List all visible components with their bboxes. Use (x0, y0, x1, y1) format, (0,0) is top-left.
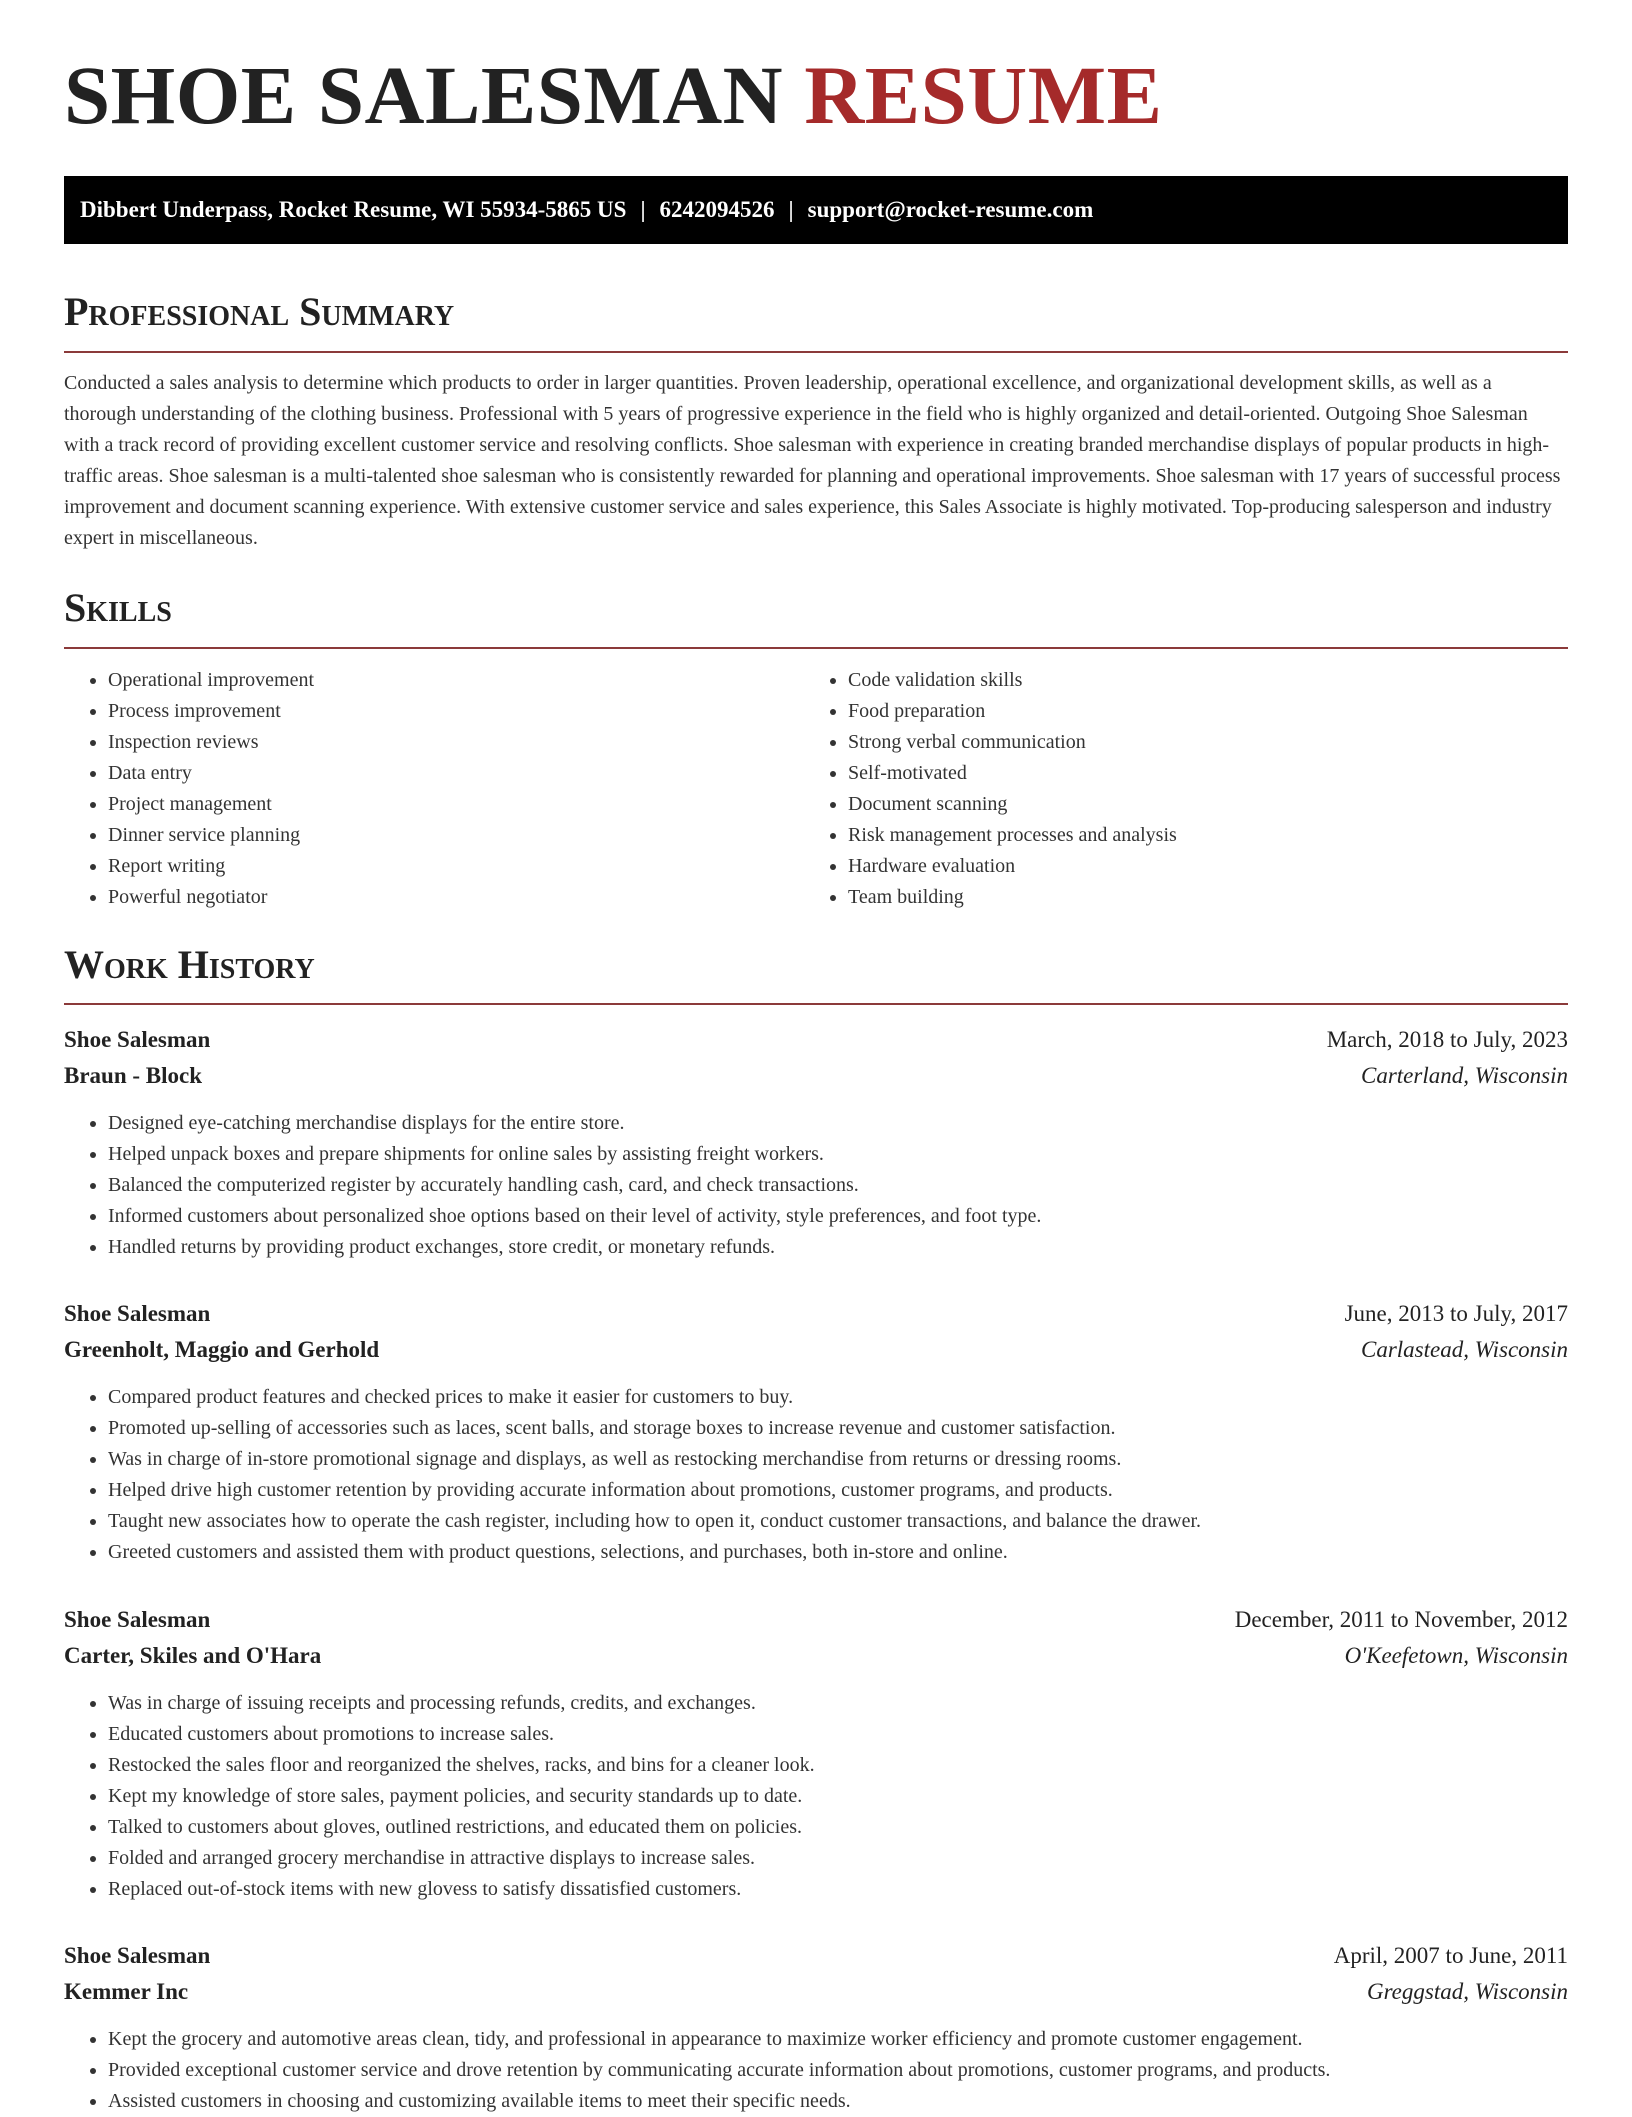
job-bullet: • Folded and arranged grocery merchandise in attractive displays to increase sales. (108, 1843, 1568, 1874)
job-header (64, 1602, 1568, 1638)
contact-bar (64, 176, 1568, 244)
job-bullet: • Provided exceptional customer service and drove retention by communicating accurate information about promotions, customer programs, and products. (108, 2055, 1568, 2086)
skill-item: • Document scanning (848, 789, 1608, 820)
skill-item: • Process improvement (108, 696, 808, 727)
job-bullet: • Was in charge of in-store promotional signage and displays, as well as restocking merchandise from returns or dressing rooms. (108, 1444, 1568, 1475)
job-header (64, 1296, 1568, 1332)
skill-item: • Data entry (108, 758, 808, 789)
job-subheader (64, 1974, 1568, 2010)
job-bullet: • Kept my knowledge of store sales, payment policies, and security standards up to date. (108, 1781, 1568, 1812)
job-entry (64, 1022, 1568, 1263)
job-title: Shoe Salesman (64, 1027, 211, 1052)
job-bullet: • Helped drive high customer retention by providing accurate information about promotions, customer programs, and products. (108, 1475, 1568, 1506)
summary-text: Conducted a sales analysis to determine which products to order in larger quantities. Proven leadership, operational excellence, and organizational development skills, as well as a thorough understanding of the clothing business. Professional with 5 years of progressive experience in the field who is highly organized and detail-oriented. Outgoing Shoe Salesman with a track record of providing excellent customer service and resolving conflicts. Shoe salesman with experience in creating branded merchandise displays of popular products in high-traffic areas. Shoe salesman is a multi-talented shoe salesman who is consistently rewarded for planning and operational improvements. Shoe salesman with 17 years of successful process improvement and document scanning experience. With extensive customer service and sales experience, this Sales Associate is highly motivated. Top-producing salesperson and industry expert in miscellaneous. (64, 372, 1561, 549)
job-bullet: • Balanced the computerized register by accurately handling cash, card, and check transactions. (108, 1170, 1568, 1201)
job-company: Braun - Block (64, 1063, 203, 1088)
title-accent: RESUME (804, 49, 1163, 141)
skill-item: • Project management (108, 789, 808, 820)
job-entry (64, 1938, 1568, 2117)
contact-email[interactable]: support@rocket-resume.com (807, 197, 1094, 222)
skill-item: • Hardware evaluation (848, 851, 1608, 882)
job-title: Shoe Salesman (64, 1301, 211, 1326)
job-bullet: • Restocked the sales floor and reorganized the shelves, racks, and bins for a cleaner look. (108, 1750, 1568, 1781)
job-subheader (64, 1058, 1568, 1094)
job-company: Carter, Skiles and O'Hara (64, 1643, 322, 1668)
job-dates: March, 2018 to July, 2023 (1326, 1027, 1568, 1052)
job-location: Carlastead, Wisconsin (1360, 1337, 1568, 1362)
job-location: O'Keefetown, Wisconsin (1344, 1643, 1568, 1668)
job-title: Shoe Salesman (64, 1607, 211, 1632)
summary-heading: Professional Summary (64, 289, 455, 334)
job-bullet: • Greeted customers and assisted them with product questions, selections, and purchases, both in-store and online. (108, 1537, 1568, 1568)
job-bullet: • Was in charge of issuing receipts and processing refunds, credits, and exchanges. (108, 1688, 1568, 1719)
job-location: Greggstad, Wisconsin (1366, 1979, 1568, 2004)
job-dates: June, 2013 to July, 2017 (1344, 1301, 1568, 1326)
skill-item: • Risk management processes and analysis (848, 820, 1608, 851)
contact-separator: | (788, 197, 794, 222)
job-bullet: • Assisted customers in choosing and customizing available items to meet their specific needs. (108, 2086, 1568, 2117)
job-bullet: • Kept the grocery and automotive areas clean, tidy, and professional in appearance to maximize worker efficiency and promote customer engagement. (108, 2024, 1568, 2055)
job-bullet: • Talked to customers about gloves, outlined restrictions, and educated them on policies. (108, 1812, 1568, 1843)
skills-list-right (804, 665, 1608, 913)
job-bullet: • Promoted up-selling of accessories such as laces, scent balls, and storage boxes to increase revenue and customer satisfaction. (108, 1413, 1568, 1444)
skills-list-left (64, 665, 808, 913)
job-bullets (64, 2024, 1568, 2117)
job-dates: April, 2007 to June, 2011 (1333, 1943, 1568, 1968)
job-bullet: • Educated customers about promotions to increase sales. (108, 1719, 1568, 1750)
skill-item: • Powerful negotiator (108, 882, 808, 913)
skill-item: • Food preparation (848, 696, 1608, 727)
skill-item: • Inspection reviews (108, 727, 808, 758)
job-bullet: • Informed customers about personalized shoe options based on their level of activity, style preferences, and foot type. (108, 1201, 1568, 1232)
job-title: Shoe Salesman (64, 1943, 211, 1968)
job-company: Greenholt, Maggio and Gerhold (64, 1337, 380, 1362)
summary-divider (64, 351, 1568, 353)
job-bullets (64, 1382, 1568, 1568)
job-bullets (64, 1688, 1568, 1905)
work-history-heading: Work History (64, 942, 315, 987)
title-main: SHOE SALESMAN (64, 49, 784, 141)
skill-item: • Team building (848, 882, 1608, 913)
job-company: Kemmer Inc (64, 1979, 189, 2004)
job-bullet: • Handled returns by providing product exchanges, store credit, or monetary refunds. (108, 1232, 1568, 1263)
skill-item: • Code validation skills (848, 665, 1608, 696)
resume-title (64, 49, 1163, 141)
skills-heading: Skills (64, 585, 172, 630)
job-location: Carterland, Wisconsin (1360, 1063, 1568, 1088)
skill-item: • Operational improvement (108, 665, 808, 696)
job-header (64, 1022, 1568, 1058)
contact-phone[interactable]: 6242094526 (659, 197, 775, 222)
job-bullet: • Designed eye-catching merchandise displays for the entire store. (108, 1108, 1568, 1139)
job-bullets (64, 1108, 1568, 1263)
job-header (64, 1938, 1568, 1974)
job-bullet: • Helped unpack boxes and prepare shipments for online sales by assisting freight workers. (108, 1139, 1568, 1170)
skill-item: • Self-motivated (848, 758, 1608, 789)
skills-divider (64, 647, 1568, 649)
skill-item: • Strong verbal communication (848, 727, 1608, 758)
contact-separator: | (640, 197, 646, 222)
job-dates: December, 2011 to November, 2012 (1234, 1607, 1568, 1632)
job-bullet: • Taught new associates how to operate the cash register, including how to open it, conduct customer transactions, and balance the drawer. (108, 1506, 1568, 1537)
skill-item: • Dinner service planning (108, 820, 808, 851)
work-history-divider (64, 1003, 1568, 1005)
job-bullet: • Replaced out-of-stock items with new glovess to satisfy dissatisfied customers. (108, 1874, 1568, 1905)
job-entry (64, 1296, 1568, 1568)
skill-item: • Report writing (108, 851, 808, 882)
job-subheader (64, 1638, 1568, 1674)
job-subheader (64, 1332, 1568, 1368)
contact-address: Dibbert Underpass, Rocket Resume, WI 55934-5865 US (80, 197, 627, 222)
job-bullet: • Compared product features and checked prices to make it easier for customers to buy. (108, 1382, 1568, 1413)
job-entry (64, 1602, 1568, 1905)
